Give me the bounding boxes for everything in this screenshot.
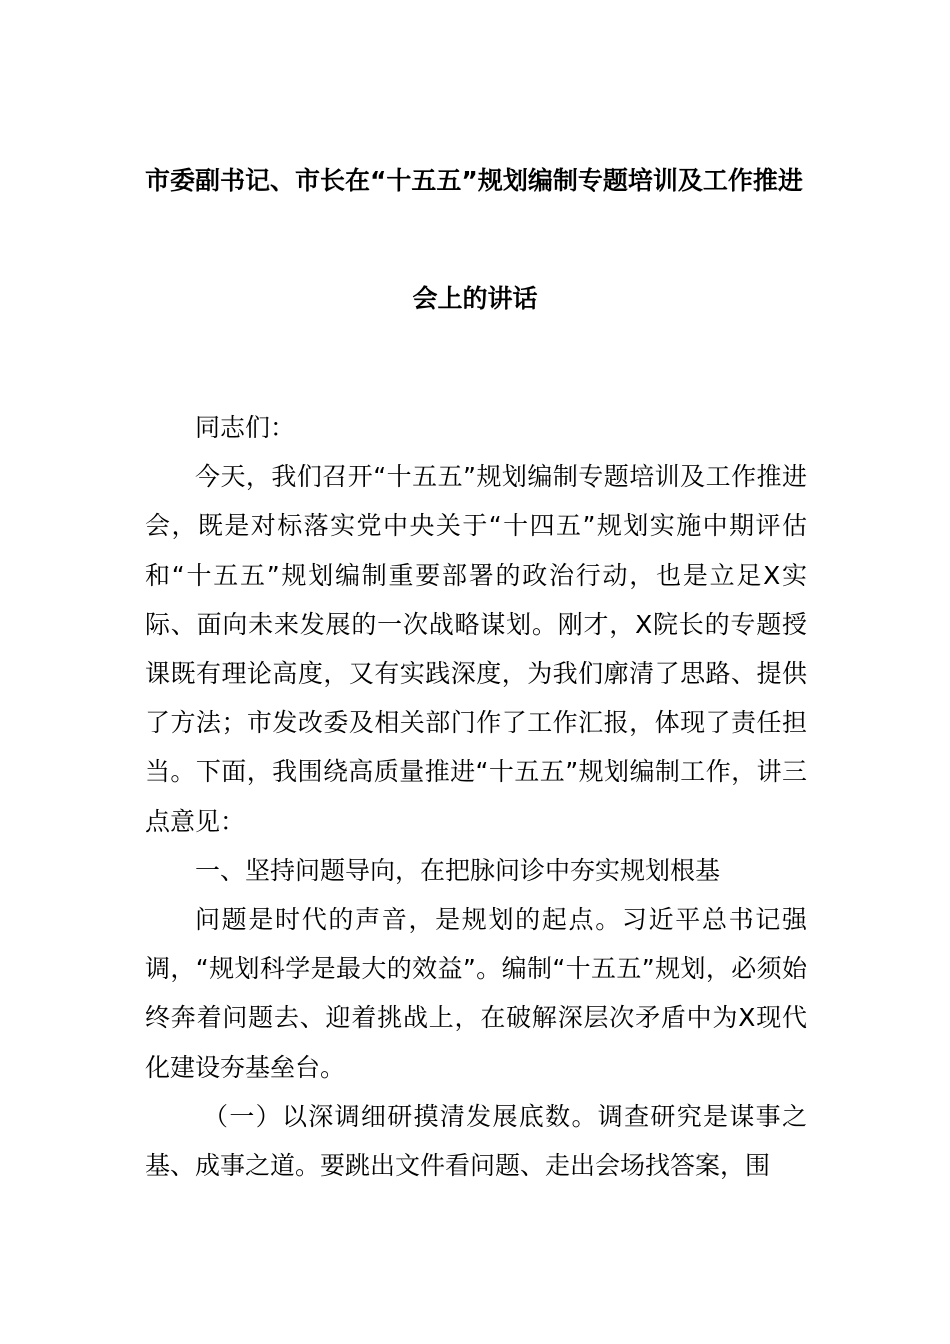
section-1-intro-paragraph: 问题是时代的声音，是规划的起点。习近平总书记强调，“规划科学是最大的效益”。编制“十五五”规划，必须始终奔着问题去、迎着挑战上，在破解深层次矛盾中为X现代化建设夯基垒台。 xyxy=(145,905,807,1082)
opening-paragraph: 今天，我们召开“十五五”规划编制专题培训及工作推进会，既是对标落实党中央关于“十四五”规划实施中期评估和“十五五”规划编制重要部署的政治行动，也是立足X实际、面向未来发展的一次战略谋划。刚才，X院长的专题授课既有理论高度，又有实践深度，为我们廓清了思路、提供了方法；市发改委及相关部门作了工作汇报，体现了责任担当。下面，我围绕高质量推进“十五五”规划编制工作，讲三点意见： xyxy=(145,462,807,836)
document-title-line1: 市委副书记、市长在“十五五”规划编制专题培训及工作推进 xyxy=(145,166,803,195)
document-body xyxy=(145,403,807,1190)
document-title-line2: 会上的讲话 xyxy=(412,284,538,313)
section-heading-1: 一、坚持问题导向，在把脉问诊中夯实规划根基 xyxy=(195,855,721,885)
salutation: 同志们： xyxy=(195,413,296,442)
subsection-1-paragraph: （一）以深调细研摸清发展底数。调查研究是谋事之基、成事之道。要跳出文件看问题、走出会场找答案，围 xyxy=(145,1101,807,1181)
